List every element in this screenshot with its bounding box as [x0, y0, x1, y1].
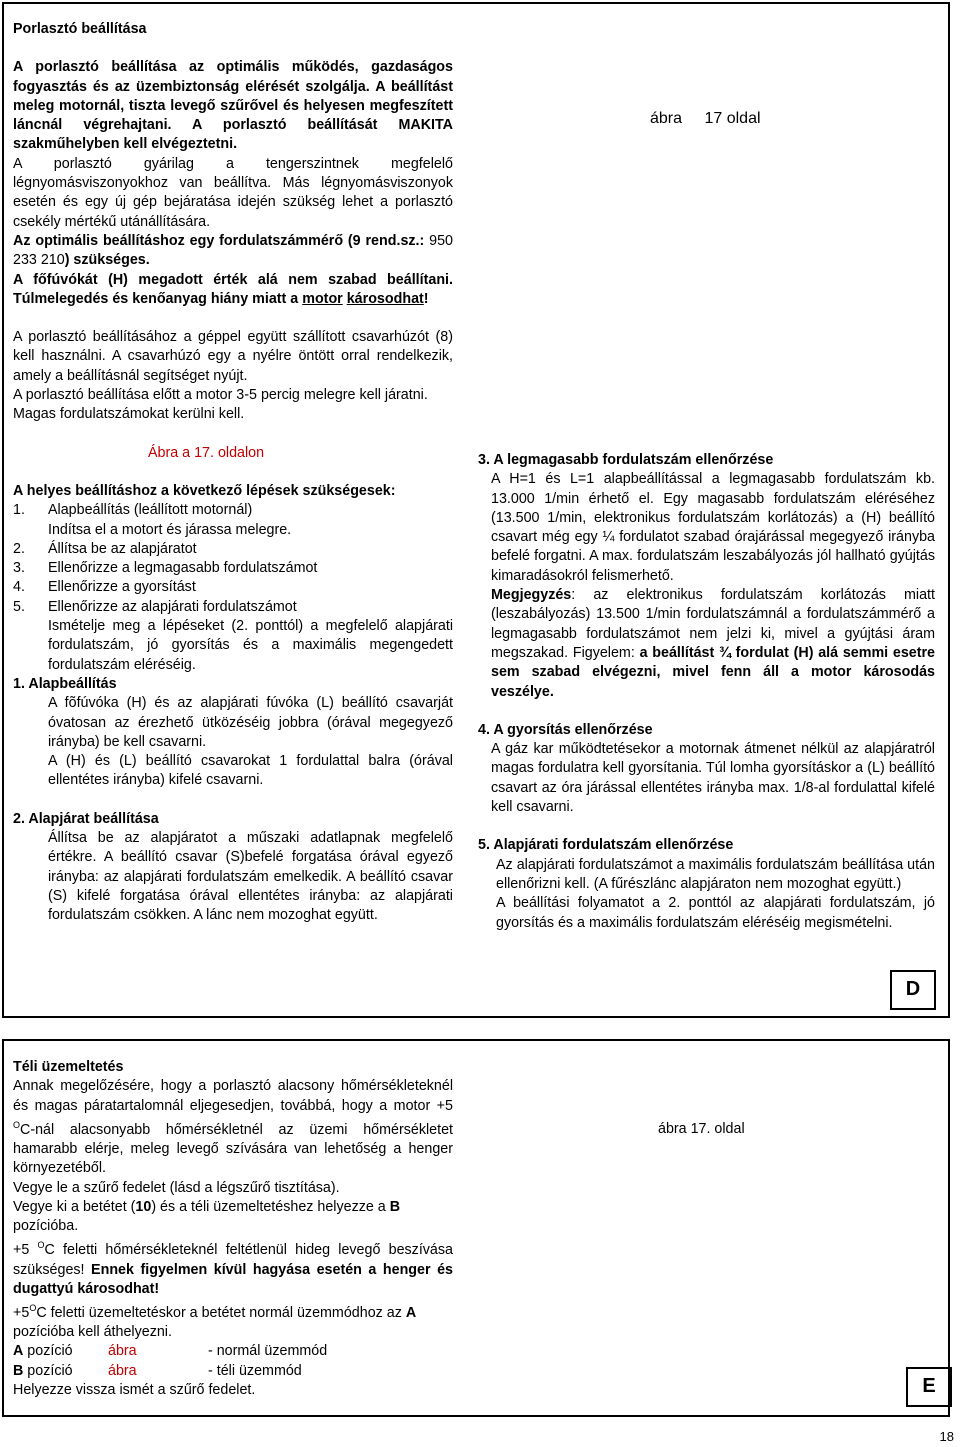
list-item [13, 540, 453, 559]
step-number: 5. [13, 598, 25, 615]
figure-page: 17 oldal [704, 110, 761, 127]
step-text: Ellenőrizze az alapjárati fordulatszámot [48, 598, 297, 615]
acceleration-paragraph: A gáz kar működtetésekor a motornak átmenet nélkül az alapjáratról magas fordulatra kell gyorsítania. Túl lomha gyorsításkor a (L) beállító csavart az óra járással ellentétes irányba max. 1/8-al fordulattal kifelé kell csavarni. [491, 741, 935, 816]
subsection-basic-setting: 1. Alapbeállítás [13, 675, 117, 692]
idle-speed-p2: A beállítási folyamatot a 2. ponttól az alapjárati fordulatszám, jó gyorsítás és a maximális fordulatszám eléréséig megismételni. [496, 895, 935, 931]
list-item [13, 501, 453, 520]
position-b-letter: B [13, 1362, 24, 1379]
step-text: Alapbeállítás (leállított motornál) [48, 502, 253, 519]
basic-setting-p1: A fõfúvóka (H) és az alapjárati fúvóka (L) beállító csavarját óvatosan az érezhető ütközéséig jobbra (órával megegyező irányba) be kell csavarni. [48, 695, 453, 750]
position-b-row [13, 1362, 453, 1381]
top-left-column [13, 20, 453, 925]
warning-text-b: C feletti hőmérsékleteknél feltétlenül hideg levegő beszívása szükséges! [13, 1242, 453, 1278]
winter-filter-cover: Vegye le a szűrő fedelet (lásd a légszűrő tisztítása). [13, 1179, 340, 1196]
step-number: 1. [13, 502, 25, 519]
steps-list [13, 501, 453, 675]
max-speed-note [491, 586, 935, 702]
section-title-carburetor: Porlasztó beállítása [13, 21, 147, 37]
insert-position-b: B [389, 1198, 401, 1215]
section-letter-e: E [906, 1367, 952, 1407]
normal-text-a: +5 [13, 1304, 30, 1321]
main-jet-warning [13, 271, 453, 310]
steps-title: A helyes beállításhoz a következő lépések szükségesek: [13, 482, 396, 499]
list-item [13, 617, 453, 675]
intro-paragraph: A porlasztó beállítása az optimális működés, gazdaságos fogyasztás és az üzembiztonság elérését szolgálja. A beállítást meleg motornál, tiszta levegő szűrővel és helyesen megfeszített láncnál végrehajtani. A porlasztó beállítását MAKITA szakműhelyben kell elvégeztetni. [13, 59, 453, 153]
subsection-max-speed: 3. A legmagasabb fordulatszám ellenőrzése [478, 452, 774, 468]
note-warning: a beállítást ¾ fordulat (H) alá semmi esetre sem szabad elvégezni, mivel fenn áll a motor károsodás veszélye. [491, 644, 936, 700]
list-item [13, 559, 453, 578]
bottom-left-column [13, 1058, 453, 1400]
section-letter-d: D [890, 970, 936, 1010]
main-jet-warning-damage: károsodhat [346, 290, 424, 307]
winter-insert [13, 1198, 453, 1237]
position-b-figure: ábra [108, 1362, 137, 1379]
position-b-word: pozíció [23, 1362, 73, 1379]
idle-speed-p1: Az alapjárati fordulatszámot a maximális fordulatszám beállítása után ellenőrizni kell. (A fűrészlánc alapjáraton nem mozoghat együtt.) [496, 856, 935, 892]
position-b-description: - téli üzemmód [208, 1362, 302, 1379]
degree-sup: O [13, 1119, 21, 1130]
idle-setting-paragraph: Állítsa be az alapjáratot a műszaki adatlapnak megfelelő értékre. A beállító csavar (S)befelé forgatása órával egyező irányba: az alapjárati fordulatszám emelkedik. A beállító csavar (S) kifelé forgatása órával ellentétes irányba: az alapjárati fordulatszám csökken. A lánc nem mozoghat együtt. [48, 829, 453, 924]
top-right-column [478, 451, 935, 933]
max-speed-paragraph: A H=1 és L=1 alapbeállítással a legmagasabb fordulatszám kb. 13.000 1/min érhető el. Egy magasabb fordulatszám eléréséhez (13.500 1/min, elektronikus fordulatszám korlátozás) a (H) beállító csavart még egy ¼ fordulatot szabad órajárással megegyező irányba befelé forgatni. A max. fordulatszám leszabályozás jól hallható gyújtás kimaradásokról felismerhető. [491, 471, 935, 584]
tachometer-paragraph [13, 232, 453, 271]
figure-reference: Ábra a 17. oldalon [148, 444, 265, 461]
winter-normal [13, 1299, 453, 1342]
list-item [13, 598, 453, 617]
main-jet-warning-motor: motor [302, 290, 343, 307]
warmup-paragraph: A porlasztó beállítása előtt a motor 3-5 percig melegre kell járatni. Magas fordulatszámokat kerülni kell. [13, 387, 428, 423]
subsection-idle-speed: 5. Alapjárati fordulatszám ellenőrzése [478, 837, 734, 854]
step-text: Állítsa be az alapjáratot [48, 540, 197, 557]
max-speed-body [478, 470, 935, 702]
basic-setting-p2: A (H) és (L) beállító csavarokat 1 fordulattal balra (órával ellentétes irányba) kifelé csavarni. [48, 753, 453, 789]
tachometer-text: Az optimális beállításhoz egy fordulatszámmérő (9 rend.sz.: [13, 232, 430, 249]
factory-setting-paragraph: A porlasztó gyárilag a tengerszintnek megfelelő légnyomásviszonyokhoz van beállítva. Más légnyomásviszonyok esetén és egy új gép bejáratása idején szükség lehet a porlasztó csekély mértékű utánállítására. [13, 155, 453, 230]
step-number [13, 617, 48, 675]
note-label: Megjegyzés [491, 587, 572, 604]
main-jet-warning-end: ! [423, 290, 429, 307]
degree-sup: O [37, 1240, 45, 1251]
step-number: 3. [13, 560, 25, 577]
step-text: Ellenőrizze a legmagasabb fordulatszámot [48, 560, 318, 577]
tachometer-end: ) szükséges. [64, 252, 150, 269]
step-text: Indítsa el a motort és járassa melegre. [48, 521, 292, 538]
normal-position-a: A [405, 1304, 417, 1321]
subsection-acceleration: 4. A gyorsítás ellenőrzése [478, 721, 653, 738]
insert-text-d: pozícióba. [13, 1218, 79, 1235]
warning-text-a: +5 [13, 1242, 38, 1259]
note-text: : az elektronikus fordulatszám korlátozás miatt (leszabályozás) 13.500 1/min fordulatszámnál a fordulatszámmérő a legmagasabb fordulatszámot nem jelzi ki, mivel a gyújtási áram megszakad. Figyelem: [491, 587, 935, 661]
section-title-winter: Téli üzemeltetés [13, 1059, 124, 1075]
tachometer-partno: 950 233 210 [13, 232, 453, 269]
winter-intro-rest: C-nál alacsonyabb hőmérsékletnél az üzemi hőmérsékletet hamarabb elérje, meleg levegő szívására van lehetőség a henger környezetéből. [13, 1121, 453, 1177]
main-jet-warning-text: A főfúvókát (H) megadott érték alá nem szabad beállítani. Túlmelegedés és kenőanyag hiány miatt a [13, 271, 453, 307]
normal-text-d: pozícióba kell áthelyezni. [13, 1324, 172, 1341]
insert-number: 10 [135, 1198, 152, 1215]
bottom-figure-reference: ábra 17. oldal [658, 1121, 745, 1137]
insert-text-a: Vegye ki a betétet ( [13, 1198, 136, 1215]
normal-text-b: C feletti üzemeltetéskor a betétet normál üzemmódhoz az [36, 1304, 406, 1321]
position-a-figure: ábra [108, 1343, 137, 1360]
figure-label: ábra [650, 110, 683, 127]
list-item [13, 521, 453, 540]
position-a-word: pozíció [23, 1343, 73, 1360]
step-text: Ellenőrizze a gyorsítást [48, 579, 196, 596]
warning-bold: Ennek figyelmen kívül hagyása esetén a henger és dugattyú károsodhat! [13, 1261, 453, 1297]
winter-final: Helyezze vissza ismét a szűrő fedelet. [13, 1382, 256, 1399]
step-number: 2. [13, 540, 25, 557]
degree-sup: O [29, 1303, 37, 1314]
position-a-letter: A [13, 1343, 24, 1360]
winter-intro-text: Annak megelőzésére, hogy a porlasztó alacsony hőmérsékleteknél és magas páratartalomnál eljegesedjen, továbbá, hogy a motor +5 [13, 1078, 453, 1114]
position-a-row [13, 1342, 453, 1361]
list-item [13, 578, 453, 597]
position-a-description: - normál üzemmód [208, 1343, 328, 1360]
figure-caption [650, 109, 761, 128]
screwdriver-paragraph: A porlasztó beállításához a géppel együtt szállított csavarhúzót (8) kell használni. A csavarhúzó egy a nyélre öntött orral rendelkezik, amely a beállításnál segítséget nyújt. [13, 329, 453, 384]
insert-text-b: ) és a téli üzemeltetéshez helyezze a [151, 1198, 390, 1215]
step-number: 4. [13, 579, 25, 596]
page-number: 18 [939, 1428, 954, 1444]
step-number [13, 521, 48, 540]
winter-warning [13, 1236, 453, 1299]
winter-intro [13, 1077, 453, 1178]
subsection-idle-setting: 2. Alapjárat beállítása [13, 810, 159, 827]
step-text: Ismételje meg a lépéseket (2. ponttól) a megfelelő alapjárati fordulatszám, jó gyorsítás és a maximális megengedett fordulatszám eléréséig. [48, 618, 453, 673]
